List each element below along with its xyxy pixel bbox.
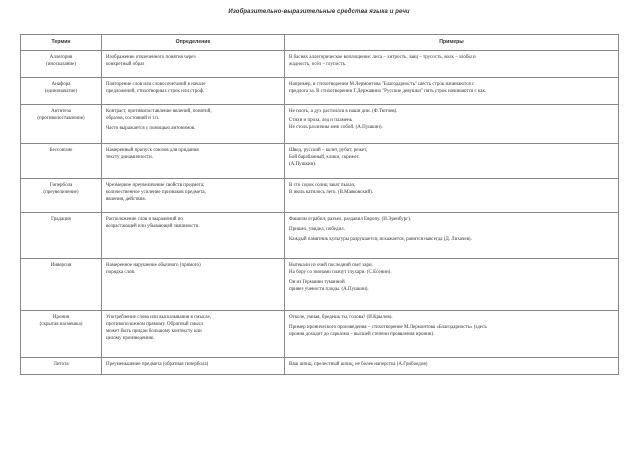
term-cell-line: (скрытая насмешка) (39, 322, 83, 327)
examples-cell-line: Каждый памятник культуры разрушается, искажается, ранится навсегда (Д. Лихачев). (289, 237, 472, 242)
definition-cell-line: конкретный образ (106, 62, 145, 67)
column-header-examples: Примеры (285, 35, 619, 51)
term-cell (21, 259, 102, 311)
term-cell (21, 358, 102, 375)
examples-cell-line: жадность, осёл – глупость. (289, 62, 347, 67)
examples-cell (285, 179, 619, 213)
term-cell-line: Инверсия (50, 263, 72, 268)
definition-cell-line: Намеренный пропуск союзов для придания (106, 148, 199, 153)
table-row (21, 78, 619, 105)
definition-cell-line: Повторение слов или словосочетаний в начале (106, 82, 206, 87)
examples-cell-line: В сто сорок солнц закат пылал, (289, 183, 356, 188)
term-cell (21, 311, 102, 358)
term-cell-line: (противопоставление) (37, 116, 85, 121)
definition-cell-line: Намеренное нарушение обычного (прямого) (106, 263, 201, 268)
table-row (21, 144, 619, 179)
examples-cell-line: В июль катилось лето. (В.Маяковский). (289, 190, 374, 195)
definition-cell-line: противоположном прямому. Обратный смысл (106, 322, 204, 327)
examples-cell-line: ирония доходит до сарказма – высшей степени проявления иронии). (289, 332, 435, 337)
examples-cell-line: Пример иронического произведения – стихотворение М.Лермонтова «Благодарность» (здесь (289, 325, 487, 330)
term-cell-line: (иносказание) (46, 62, 76, 67)
definition-cell-line: Чрезмерное преувеличение свойств предмета; (106, 183, 205, 188)
examples-cell-line: привез учености плоды. (А.Пушкин). (289, 287, 369, 292)
table-header-row (21, 35, 619, 51)
examples-cell-line: Не плоть, а дух растлился в наши дни. (Ф.Тютчев). (289, 109, 398, 114)
column-header-definition: Определение (102, 35, 285, 51)
term-cell-line: Бессоюзие (49, 148, 73, 153)
term-cell-line: Гипербола (49, 183, 73, 188)
definition-cell (102, 78, 285, 105)
expressive-means-table (20, 34, 619, 375)
examples-cell-line: Бой барабанный, клики, скрежет. (289, 155, 360, 160)
term-cell (21, 51, 102, 78)
examples-cell-line: Стихи и проза, лед и пламень (289, 118, 352, 123)
examples-cell-line: Он из Германии туманной (289, 280, 345, 285)
term-cell-line: Анафора (51, 82, 71, 87)
term-cell-line: Антитеза (51, 109, 71, 114)
table-row (21, 311, 619, 358)
term-cell (21, 78, 102, 105)
term-cell (21, 144, 102, 179)
page-title: Изобразительно-выразительные средства языка и речи (228, 9, 410, 15)
definition-cell-line: Изображение отвлеченного понятия через (106, 55, 196, 60)
definition-cell-line: явления, действия. (106, 197, 146, 202)
term-cell-line: Аллегория (49, 55, 73, 60)
definition-cell-line: тексту динамичности. (106, 155, 153, 160)
examples-cell-line: В баснях аллегорическое воплощение: лиса – хитрость, заяц – трусость, волк – злобы и (289, 55, 476, 60)
examples-cell (285, 259, 619, 311)
definition-cell-line: может быть придан большому контексту или (106, 329, 202, 334)
examples-cell-line: Швед, русский – колет, рубит, режет, (289, 148, 368, 153)
table-row (21, 51, 619, 78)
examples-cell-line: (А.Пушкин). (289, 162, 317, 167)
table-row (21, 105, 619, 144)
examples-cell-line: На бору со звонами плачут глухари. (С.Есенин). (289, 270, 392, 275)
examples-cell-line: Не столь различны меж собой. (А.Пушкин). (289, 125, 383, 130)
table-row (21, 259, 619, 311)
definition-cell-line: образов, состояний и т.п. (106, 116, 160, 121)
examples-cell-line: Отколе, умная, бредешь ты, голова? (И.Крылов). (289, 315, 393, 320)
definition-cell (102, 179, 285, 213)
examples-cell-line: Вытекали из очей последний свет зари. (289, 263, 373, 268)
term-cell-line: (преувеличение) (43, 190, 79, 195)
examples-cell (285, 78, 619, 105)
examples-cell (285, 311, 619, 358)
table-row (21, 358, 619, 375)
definition-cell-line: Часто выражается с помощью антонимов. (106, 126, 196, 131)
definition-cell (102, 144, 285, 179)
definition-cell-line: Расположение слов и выражений по (106, 217, 183, 222)
definition-cell (102, 259, 285, 311)
column-header-term: Термин (21, 35, 102, 51)
examples-cell-line: Фашизм ограбил, разъел, раздавил Европу. (И.Эренбург). (289, 217, 412, 222)
definition-cell (102, 105, 285, 144)
examples-cell-line: предлога за. В стихотворении Г.Державина "Русские девушки" пять строк начинаются с как. (289, 89, 487, 94)
definition-cell-line: предложений, стихотворных строк или строф. (106, 89, 205, 94)
table-row (21, 213, 619, 259)
definition-cell-line: порядка слов. (106, 270, 136, 275)
definition-cell-line: количественное усиление признаков предмета, (106, 190, 206, 195)
definition-cell-line: Преуменьшение предмета (обратная гипербола) (106, 362, 209, 367)
definition-cell (102, 213, 285, 259)
table-row (21, 179, 619, 213)
definition-cell (102, 51, 285, 78)
examples-cell-line: Ваш шпиц, прелестный шпиц, не более наперстка (А.Грибоедов) (289, 362, 428, 367)
definition-cell-line: возрастающей или убывающей значимости. (106, 224, 200, 229)
examples-cell (285, 105, 619, 144)
definition-cell (102, 358, 285, 375)
term-cell (21, 179, 102, 213)
term-cell (21, 105, 102, 144)
definition-cell (102, 311, 285, 358)
examples-cell (285, 213, 619, 259)
examples-cell (285, 358, 619, 375)
definition-cell-line: целому произведению. (106, 336, 155, 341)
examples-cell (285, 144, 619, 179)
term-cell-line: Ирония (52, 315, 70, 320)
term-cell-line: (единоначатие) (44, 89, 78, 94)
examples-cell (285, 51, 619, 78)
term-cell-line: Градация (51, 217, 71, 222)
term-cell (21, 213, 102, 259)
examples-cell-line: Например, в стихотворении М.Лермонтова "Благодарность" шесть строк начинаются с (289, 82, 475, 87)
definition-cell-line: Контраст, противопоставление явлений, понятий, (106, 109, 212, 114)
examples-cell-line: Пришел, увидел, победил. (289, 227, 345, 232)
term-cell-line: Литота (53, 362, 69, 367)
definition-cell-line: Употребление слова или высказывания в смысле, (106, 315, 212, 320)
